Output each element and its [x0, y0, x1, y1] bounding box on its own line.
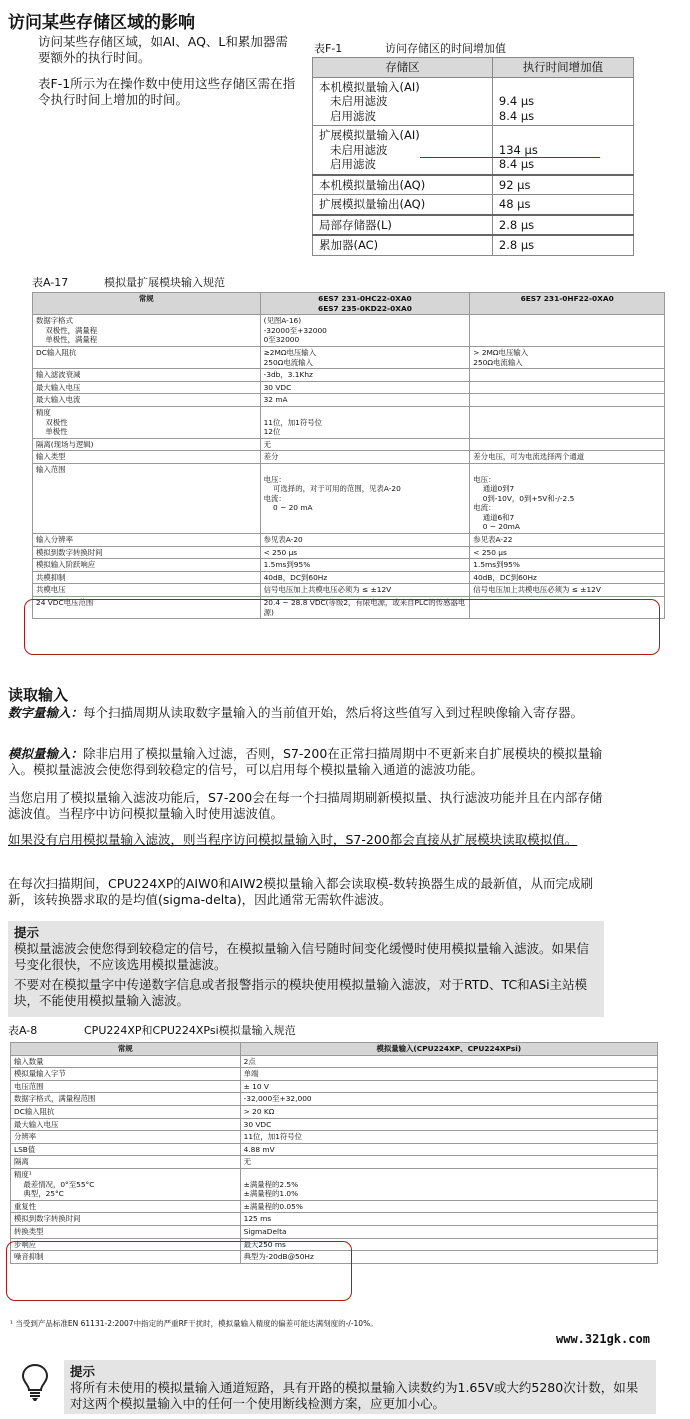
- table-cell: < 250 µs: [260, 546, 470, 559]
- table-cell: 2点: [240, 1055, 657, 1068]
- table-cell: 隔离: [11, 1156, 241, 1169]
- table-cell: > 2MΩ电压输入 250Ω电流输入: [470, 346, 665, 368]
- table-row: [11, 1156, 658, 1169]
- tip-2-text: 将所有未使用的模拟量输入通道短路，具有开路的模拟量输入读数约为1.65V或大约5280次计数，如果对这两个模拟量输入中的任何一个使用断线检测方案，应更加小心。: [70, 1380, 639, 1411]
- table-cell: 转换类型: [11, 1225, 241, 1238]
- table-row: [313, 126, 634, 175]
- table-cell: 重复性: [11, 1200, 241, 1213]
- table-row: [33, 346, 665, 368]
- tip-box-2: [64, 1360, 656, 1414]
- table-cell: [470, 369, 665, 382]
- lightbulb-icon: [18, 1362, 52, 1402]
- table-row: [33, 406, 665, 438]
- highlight-box-a8: [6, 1241, 352, 1301]
- table-cell: DC输入阻抗: [11, 1105, 241, 1118]
- section-title-access-effects: 访问某些存储区域的影响: [8, 13, 195, 33]
- table-row: [11, 1200, 658, 1213]
- table-cell: 共模电压: [33, 584, 261, 597]
- table-cell: 11位，加1符号位: [240, 1131, 657, 1144]
- table-a8-header-1: 模拟量输入(CPU224XP、CPU224XPsi): [240, 1043, 657, 1056]
- table-row: [33, 546, 665, 559]
- table-cell: 差分: [260, 451, 470, 464]
- analog-input-label: 模拟量输入：: [8, 746, 84, 761]
- table-cell: 30 VDC: [240, 1118, 657, 1131]
- table-row: [11, 1213, 658, 1226]
- table-cell: 4.88 mV: [240, 1143, 657, 1156]
- table-cell: 信号电压加上共模电压必须为 ≤ ±12V: [470, 584, 665, 597]
- table-cell: 扩展模拟量输入(AI) 未启用滤波 启用滤波: [313, 126, 493, 175]
- table-cell: 输入类型: [33, 451, 261, 464]
- table-cell: 40dB，DC到60Hz: [260, 571, 470, 584]
- table-row: [313, 195, 634, 215]
- table-cell: 32 mA: [260, 394, 470, 407]
- table-cell: -3db，3.1Khz: [260, 369, 470, 382]
- filter-disabled-paragraph: 如果没有启用模拟量输入滤波，则当程序访问模拟量输入时，S7-200都会直接从扩展模块读取模拟值。: [8, 832, 578, 847]
- table-cell: 24 VDC电压范围: [33, 597, 261, 619]
- table-f1-caption-title: 访问存储区的时间增加值: [385, 42, 506, 55]
- table-cell: 步响应: [11, 1238, 241, 1251]
- table-cell: 最大输入电流: [33, 394, 261, 407]
- table-cell: 共模抑制: [33, 571, 261, 584]
- table-cell: 2.8 µs: [492, 235, 633, 255]
- table-f1-header-0: 存储区: [313, 58, 493, 78]
- table-cell: 典型为-20dB@50Hz: [240, 1251, 657, 1264]
- table-row: [11, 1118, 658, 1131]
- analog-input-paragraph: [8, 746, 614, 778]
- table-cell: [470, 406, 665, 438]
- section-title-read-inputs: 读取输入: [8, 686, 69, 704]
- table-cell: 40dB，DC到60Hz: [470, 571, 665, 584]
- table-a17-caption-number: 表A-17: [32, 276, 69, 289]
- table-cell: 单端: [240, 1068, 657, 1081]
- table-cell: 模拟到数字转换时间: [11, 1213, 241, 1226]
- table-cell: > 20 KΩ: [240, 1105, 657, 1118]
- table-row: [11, 1143, 658, 1156]
- table-row: [33, 451, 665, 464]
- table-cell: 134 µs 8.4 µs: [492, 126, 633, 175]
- table-cell: 92 µs: [492, 175, 633, 195]
- table-cell: 参见表A-20: [260, 534, 470, 547]
- table-cell: 信号电压加上共模电压必须为 ≤ ±12V: [260, 584, 470, 597]
- intro-paragraph-1: 访问某些存储区域，如AI、AQ、L和累加器需要额外的执行时间。: [38, 34, 288, 65]
- table-cell: 无: [260, 438, 470, 451]
- table-f1-header-1: 执行时间增加值: [492, 58, 633, 78]
- table-row: [11, 1131, 658, 1144]
- table-cell: [470, 315, 665, 347]
- table-cell: [470, 438, 665, 451]
- table-cell: ±满量程的2.5% ±满量程的1.0%: [240, 1168, 657, 1200]
- table-cell: SigmaDelta: [240, 1225, 657, 1238]
- filter-enabled-paragraph: 当您启用了模拟量输入滤波功能后，S7-200会在每一个扫描周期刷新模拟量、执行滤波功能并且在内部存储滤波值。当程序中访问模拟量输入时使用滤波值。: [8, 790, 603, 821]
- table-cell: 1.5ms到95%: [260, 559, 470, 572]
- table-cell: 1.5ms到95%: [470, 559, 665, 572]
- table-cell: ±满量程的0.05%: [240, 1200, 657, 1213]
- table-cell: 输入滤波衰减: [33, 369, 261, 382]
- table-row: [313, 235, 634, 255]
- table-row: [33, 559, 665, 572]
- table-row: [11, 1055, 658, 1068]
- table-cell: -32,000至+32,000: [240, 1093, 657, 1106]
- table-a17-header-0: 常规: [33, 293, 261, 315]
- table-cell: DC输入阻抗: [33, 346, 261, 368]
- table-cell: 20.4 ~ 28.8 VDC(等级2，有限电源，或来自PLC的传感器电源): [260, 597, 470, 619]
- table-cell: 精度 双极性 单极性: [33, 406, 261, 438]
- table-cell: 最大250 ms: [240, 1238, 657, 1251]
- table-row: [33, 584, 665, 597]
- table-cell: (见图A-16) -32000至+32000 0至32000: [260, 315, 470, 347]
- table-a8-caption-number: 表A-8: [8, 1024, 38, 1037]
- table-cell: 累加器(AC): [313, 235, 493, 255]
- table-a8-header-0: 常规: [11, 1043, 241, 1056]
- tip-1-text-1: 模拟量滤波会使您得到较稳定的信号，在模拟量输入信号随时间变化缓慢时使用模拟量输入滤波。如果信号变化很快，不应该选用模拟量滤波。: [14, 941, 590, 972]
- table-row: [33, 315, 665, 347]
- tip-2-title: 提示: [70, 1364, 96, 1379]
- table-cell: 本机模拟量输入(AI) 未启用滤波 启用滤波: [313, 77, 493, 126]
- table-cell: < 250 µs: [470, 546, 665, 559]
- table-row: [33, 463, 665, 533]
- table-cell: 最大输入电压: [11, 1118, 241, 1131]
- watermark: www.321gk.com: [556, 1332, 650, 1346]
- table-cell: 隔离(现场与逻辑): [33, 438, 261, 451]
- table-row: [11, 1093, 658, 1106]
- table-cell: 电压范围: [11, 1080, 241, 1093]
- table-cell: 模拟量输入字节: [11, 1068, 241, 1081]
- table-row: [33, 534, 665, 547]
- table-row: [11, 1068, 658, 1081]
- table-cell: [470, 394, 665, 407]
- table-f1-caption-number: 表F-1: [314, 42, 343, 55]
- tip-1-text-2: 不要对在模拟量字中传递数字信息或者报警指示的模块使用模拟量输入滤波，对于RTD、TC和ASi主站模块，不能使用模拟量输入滤波。: [14, 977, 588, 1008]
- table-cell: 2.8 µs: [492, 215, 633, 236]
- table-cell: 最大输入电压: [33, 381, 261, 394]
- table-row: [11, 1225, 658, 1238]
- table-a17: [32, 292, 665, 619]
- table-cell: [470, 381, 665, 394]
- table-row: [11, 1105, 658, 1118]
- table-cell: LSB值: [11, 1143, 241, 1156]
- table-cell: 输入范围: [33, 463, 261, 533]
- table-row: [313, 175, 634, 195]
- table-cell: 参见表A-22: [470, 534, 665, 547]
- table-cell: 本机模拟量输出(AQ): [313, 175, 493, 195]
- table-cell: 输入数量: [11, 1055, 241, 1068]
- table-row: [33, 381, 665, 394]
- table-cell: 电压： 可选择的，对于可用的范围，见表A-20 电流： 0 ~ 20 mA: [260, 463, 470, 533]
- table-row: [11, 1168, 658, 1200]
- tip-1-title: 提示: [14, 925, 40, 940]
- table-cell: 9.4 µs 8.4 µs: [492, 77, 633, 126]
- table-cell: 模拟输入阶跃响应: [33, 559, 261, 572]
- table-cell: 局部存储器(L): [313, 215, 493, 236]
- table-a8: [10, 1042, 658, 1264]
- table-cell: 模拟到数字转换时间: [33, 546, 261, 559]
- analog-input-text: 除非启用了模拟量输入过滤，否则，S7-200在正常扫描周期中不更新来自扩展模块的模拟量输入。模拟量滤波会使您得到较稳定的信号，可以启用每个模拟量输入通道的滤波功能。: [8, 746, 603, 777]
- highlight-box-a17: [24, 599, 660, 655]
- table-a8-footnote: ¹ 当受到产品标准EN 61131-2:2007中指定的严重RF干扰时，模拟量输入精度的偏差可能达满刻度的-/-10%。: [10, 1319, 378, 1328]
- table-cell: 差分电压，可为电流选择两个通道: [470, 451, 665, 464]
- red-underline-134: [420, 157, 600, 158]
- intro-paragraph-2: 表F-1所示为在操作数中使用这些存储区需在指令执行时间上增加的时间。: [38, 76, 296, 107]
- digital-input-label: 数字量输入：: [8, 705, 84, 720]
- table-cell: 11位，加1符号位 12位: [260, 406, 470, 438]
- table-cell: 输入分辨率: [33, 534, 261, 547]
- table-a17-caption-title: 模拟量扩展模块输入规范: [104, 276, 225, 289]
- table-row: [33, 394, 665, 407]
- table-row: [313, 215, 634, 236]
- table-a17-header-2: 6ES7 231-0HF22-0XA0: [470, 293, 665, 315]
- table-cell: 125 ms: [240, 1213, 657, 1226]
- table-cell: 噪音抑制: [11, 1251, 241, 1264]
- table-cell: 精度¹ 最差情况，0°至55°C 典型，25°C: [11, 1168, 241, 1200]
- cpu224xp-paragraph: 在每次扫描期间，CPU224XP的AIW0和AIW2模拟量输入都会读取模-数转换器生成的最新值，从而完成刷新，该转换器求取的是均值(sigma-delta)，因此通常无需软件滤波。: [8, 876, 593, 907]
- table-row: [33, 369, 665, 382]
- table-cell: 数据字格式 双极性，满量程 单极性，满量程: [33, 315, 261, 347]
- table-cell: 扩展模拟量输出(AQ): [313, 195, 493, 215]
- table-row: [33, 438, 665, 451]
- table-cell: 30 VDC: [260, 381, 470, 394]
- tip-box-1: [8, 921, 604, 1017]
- table-cell: 数据字格式，满量程范围: [11, 1093, 241, 1106]
- table-cell: 无: [240, 1156, 657, 1169]
- table-row: [33, 571, 665, 584]
- table-cell: ≥2MΩ电压输入 250Ω电流输入: [260, 346, 470, 368]
- table-row: [11, 1080, 658, 1093]
- table-cell: 分辨率: [11, 1131, 241, 1144]
- digital-input-paragraph: [8, 705, 614, 721]
- table-cell: ± 10 V: [240, 1080, 657, 1093]
- table-cell: 48 µs: [492, 195, 633, 215]
- digital-input-text: 每个扫描周期从读取数字量输入的当前值开始，然后将这些值写入到过程映像输入寄存器。: [83, 705, 584, 720]
- table-a8-caption-title: CPU224XP和CPU224XPsi模拟量输入规范: [84, 1024, 296, 1037]
- table-a17-header-1: 6ES7 231-0HC22-0XA0 6ES7 235-0KD22-0XA0: [260, 293, 470, 315]
- table-cell: 电压： 通道0到7 0到-10V，0到+5V和-/-2.5 电流： 通道6和7 0 ~ 20mA: [470, 463, 665, 533]
- table-row: [313, 77, 634, 126]
